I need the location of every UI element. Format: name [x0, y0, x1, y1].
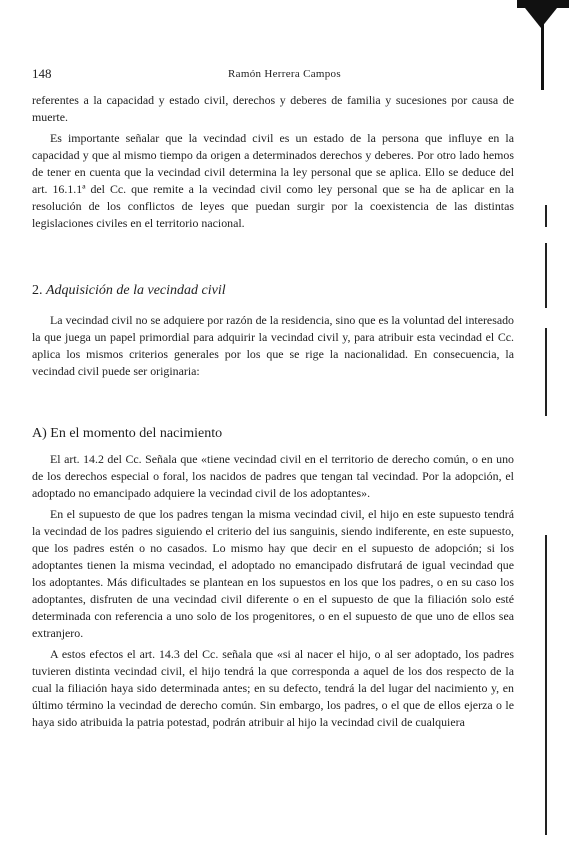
section-number: 2. — [32, 283, 43, 298]
scan-edge-artifact — [545, 535, 547, 835]
scan-edge-artifact — [545, 243, 547, 308]
scan-edge-artifact — [517, 0, 569, 8]
paragraph: El art. 14.2 del Cc. Señala que «tiene vecindad civil en el territorio de derecho común, o en uno de los derechos especial o foral, los nacidos de padres que tengan tal vecindad. Por la adopción, el adoptado no emancipado adquiere la vecindad civil de los adoptantes». — [32, 452, 514, 500]
subsection-body — [32, 451, 514, 731]
scan-edge-artifact — [545, 328, 547, 416]
page-number: 148 — [32, 66, 52, 81]
paragraph: A estos efectos el art. 14.3 del Cc. señala que «si al nacer el hijo, o al ser adoptado, los padres tuvieren distinta vecindad civil, el hijo tendrá la que corresponda a aquel de los dos respecto de la cual la filiación haya sido determinada antes; en su defecto, tendrá la del lugar del nacimiento y, en último término la vecindad de derecho común. Sin embargo, los padres, o el que de ellos ejerza o le haya sido atribuida la patria potestad, podrán atribuir al hijo la vecindad civil de cualquiera — [32, 647, 514, 729]
paragraph: En el supuesto de que los padres tengan la misma vecindad civil, el hijo en este supuesto tendrá la vecindad de los padres siguiendo el criterio del ius sanguinis, siendo indiferente, en este supuesto, que los padres estén o no casados. Lo mismo hay que decir en el supuesto de adopción; si los adoptantes tienen la misma vecindad, el adoptado no emancipado disfrutará de igual vecindad que los adoptantes. Más dificultades se plantean en los supuestos en los que los padres, o en su caso los adoptantes, disfruten de una vecindad civil diferente o en el supuesto de que la filiación solo esté determinada con referencia a uno solo de los progenitores, o en el supuesto de que uno de ellos sea extranjero. — [32, 507, 514, 640]
section-body — [32, 312, 514, 380]
subsection-heading: A) En el momento del nacimiento — [32, 426, 223, 441]
paragraph: Es importante señalar que la vecindad civil es un estado de la persona que influye en la capacidad y que al mismo tiempo da origen a determinados derechos y deberes. Por otro lado hemos de tener en cuenta que la vecindad civil determina la ley personal que se aplica. Ello se deduce del art. 16.1.1ª del Cc. que remite a la vecindad civil como ley personal que se ha de aplicar en la resolución de los conflictos de leyes que puedan surgir por la coexistencia de las distintas legislaciones civiles en el territorio nacional. — [32, 131, 514, 230]
paragraph: referentes a la capacidad y estado civil, derechos y deberes de familia y sucesiones por causa de muerte. — [32, 93, 514, 124]
section-heading — [32, 283, 226, 299]
section-title: Adquisición de la vecindad civil — [46, 283, 226, 298]
section-body — [32, 92, 514, 232]
running-head: Ramón Herrera Campos — [228, 68, 341, 80]
paragraph: La vecindad civil no se adquiere por razón de la residencia, sino que es la voluntad del interesado la que juega un papel primordial para adquirir la vecindad civil y, para atribuir esta vecindad el Cc. aplica los mismos criterios generales por los que se rige la nacionalidad. En consecuencia, la vecindad civil puede ser originaria: — [32, 313, 514, 378]
scan-edge-artifact — [545, 205, 547, 227]
